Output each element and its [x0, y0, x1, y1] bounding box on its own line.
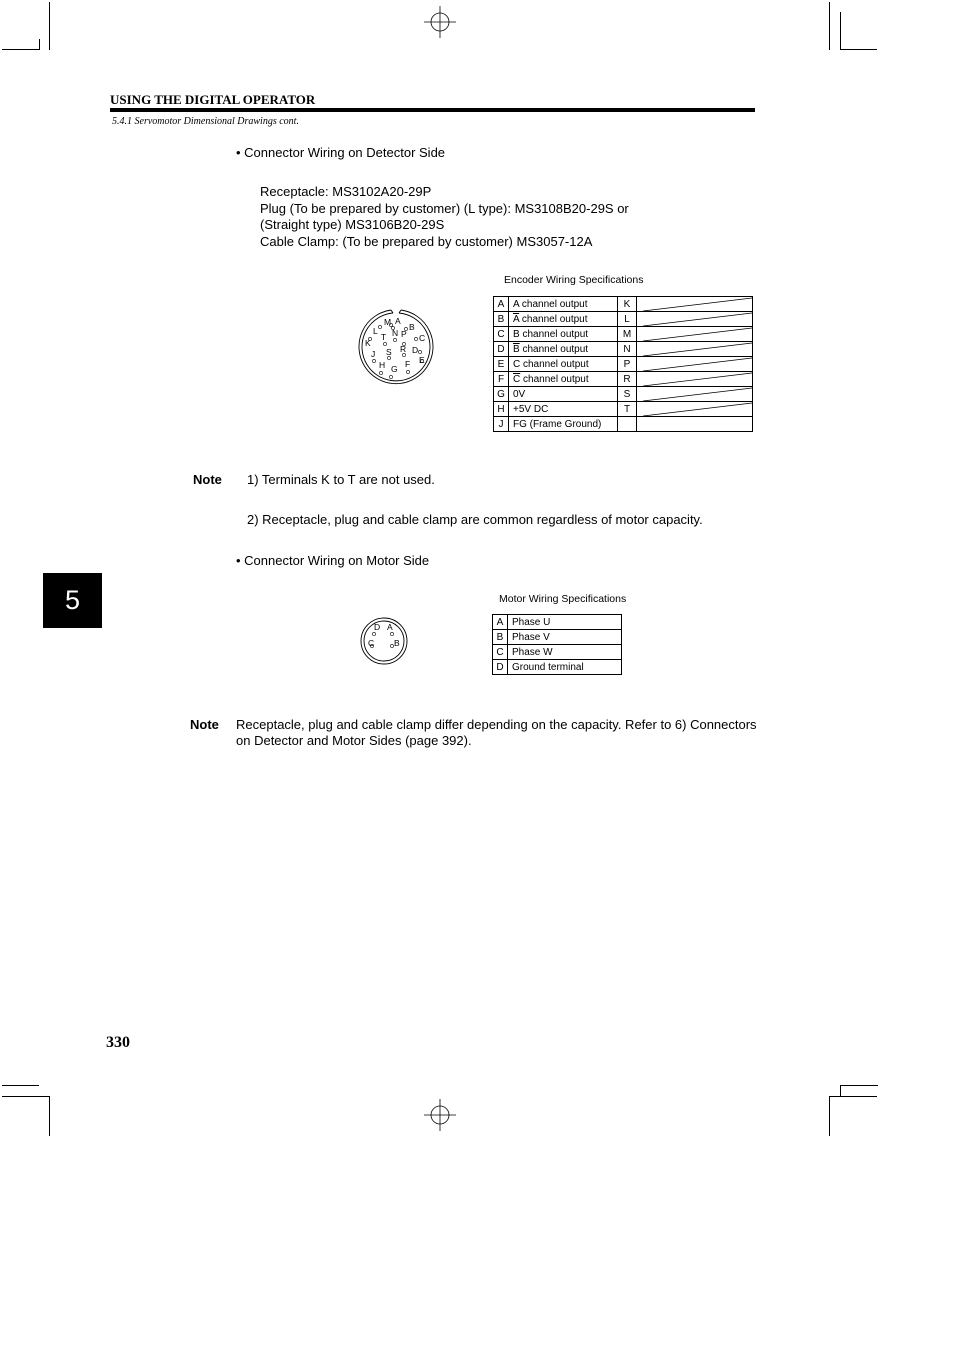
signal-name: $\overline{A}$ channel output — [509, 312, 618, 327]
pin-letter: P — [618, 357, 637, 372]
connector-pin-label: R — [400, 344, 407, 354]
connector-pin-label: A — [395, 316, 401, 326]
crop-mark — [39, 39, 40, 50]
connector-pin — [378, 325, 381, 328]
pin-letter: E — [494, 357, 509, 372]
note-1: 1) Terminals K to T are not used. — [247, 472, 435, 487]
signal-name: +5V DC — [509, 402, 618, 417]
signal-name: C channel output — [509, 357, 618, 372]
section-title: USING THE DIGITAL OPERATOR — [110, 92, 316, 107]
receptacle-line: Receptacle: MS3102A20-29P — [260, 184, 432, 199]
crop-mark — [829, 2, 830, 50]
detector-connector-icon — [355, 306, 435, 388]
crop-mark — [829, 1096, 877, 1097]
connector-pin — [379, 371, 382, 374]
connector-pin-label: E — [419, 355, 425, 365]
registration-mark-icon — [424, 1099, 456, 1131]
detector-heading: • Connector Wiring on Detector Side — [236, 145, 446, 160]
note-label: Note — [193, 472, 222, 487]
connector-pin-label: C — [419, 333, 426, 343]
connector-pin-label: H — [379, 360, 386, 370]
table-row — [493, 615, 622, 630]
crop-mark — [2, 1085, 39, 1086]
connector-pin-label: G — [391, 364, 398, 374]
pin-letter: B — [493, 630, 508, 645]
connector-pin-label: C — [368, 638, 375, 648]
connector-pin-label: M — [384, 317, 392, 327]
pin-letter: A — [494, 297, 509, 312]
pin-letter: K — [618, 297, 637, 312]
pin-letter — [618, 417, 637, 432]
pin-letter: J — [494, 417, 509, 432]
connector-pin — [406, 370, 409, 373]
crop-mark — [829, 1096, 830, 1136]
pin-letter: T — [618, 402, 637, 417]
connector-pin — [389, 375, 392, 378]
pin-letter: N — [618, 342, 637, 357]
crop-mark — [840, 1085, 841, 1096]
signal-name: A channel output — [509, 297, 618, 312]
pin-letter: A — [493, 615, 508, 630]
signal-name: Phase U — [508, 615, 622, 630]
pin-letter: S — [618, 387, 637, 402]
pin-letter: L — [618, 312, 637, 327]
connector-pin — [383, 342, 386, 345]
signal-name: FG (Frame Ground) — [509, 417, 618, 432]
crop-mark — [840, 49, 877, 50]
pin-letter: R — [618, 372, 637, 387]
connector-pin — [418, 350, 421, 353]
signal-name: Phase W — [508, 645, 622, 660]
connector-pin — [372, 632, 375, 635]
pin-letter: B — [494, 312, 509, 327]
motor-connector-icon — [358, 616, 410, 666]
connector-pin — [390, 632, 393, 635]
motor-heading: • Connector Wiring on Motor Side — [236, 553, 430, 568]
cable-clamp-line: Cable Clamp: (To be prepared by customer) MS3057-12A — [260, 234, 593, 249]
note-text-2: on Detector and Motor Sides (page 392). — [236, 733, 472, 748]
signal-name: Phase V — [508, 630, 622, 645]
pin-letter: D — [494, 342, 509, 357]
connector-pin-label: S — [386, 347, 392, 357]
crop-mark — [840, 12, 841, 50]
signal-name: $\overline{B}$ channel output — [509, 342, 618, 357]
connector-pin-label: T — [381, 332, 387, 342]
connector-pin — [372, 359, 375, 362]
motor-wiring-table — [492, 614, 622, 675]
connector-pin-label: K — [365, 338, 371, 348]
encoder-table-title: Encoder Wiring Specifications — [504, 274, 644, 286]
connector-pin-label: J — [371, 349, 376, 359]
connector-pin — [393, 338, 396, 341]
table-row — [493, 645, 622, 660]
note-2: 2) Receptacle, plug and cable clamp are common regardless of motor capacity. — [247, 512, 703, 527]
connector-pin-label: B — [409, 322, 415, 332]
header-rule — [110, 108, 755, 112]
motor-table-title: Motor Wiring Specifications — [499, 593, 627, 605]
pin-letter: M — [618, 327, 637, 342]
page-number: 330 — [106, 1034, 130, 1051]
pin-letter: C — [493, 645, 508, 660]
connector-pin-label: A — [387, 622, 393, 632]
plug-line: Plug (To be prepared by customer) (L type): MS3108B20-29S or — [260, 201, 629, 216]
connector-pin-label: L — [373, 326, 378, 336]
chapter-tab: 5 — [43, 573, 102, 628]
connector-pin-label: P — [401, 329, 407, 339]
connector-pin-label: D — [412, 345, 419, 355]
unused-cell — [637, 417, 753, 432]
crop-mark — [2, 1096, 50, 1097]
connector-pin-label: F — [405, 359, 411, 369]
connector-pin-label: B — [394, 638, 400, 648]
crop-mark — [2, 49, 39, 50]
unused-terminals-diagonals — [642, 297, 753, 418]
plug-line-2: (Straight type) MS3106B20-29S — [260, 217, 445, 232]
pin-letter: D — [493, 660, 508, 675]
crop-mark — [49, 2, 50, 50]
note-text: Receptacle, plug and cable clamp differ depending on the capacity. Refer to 6) Connectors — [236, 717, 757, 732]
pin-letter: C — [494, 327, 509, 342]
registration-mark-icon — [424, 6, 456, 38]
signal-name: $\overline{C}$ channel output — [509, 372, 618, 387]
signal-name: Ground terminal — [508, 660, 622, 675]
crop-mark — [840, 1085, 878, 1086]
connector-pin — [414, 337, 417, 340]
note-label: Note — [190, 717, 219, 732]
crop-mark — [49, 1096, 50, 1136]
pin-letter: F — [494, 372, 509, 387]
connector-pin-label: N — [392, 328, 399, 338]
signal-name: B channel output — [509, 327, 618, 342]
breadcrumb: 5.4.1 Servomotor Dimensional Drawings cont. — [112, 116, 299, 127]
signal-name: 0V — [509, 387, 618, 402]
connector-pin-label: D — [374, 622, 381, 632]
pin-letter: H — [494, 402, 509, 417]
table-row — [493, 630, 622, 645]
table-row — [493, 660, 622, 675]
table-row — [494, 417, 753, 432]
pin-letter: G — [494, 387, 509, 402]
